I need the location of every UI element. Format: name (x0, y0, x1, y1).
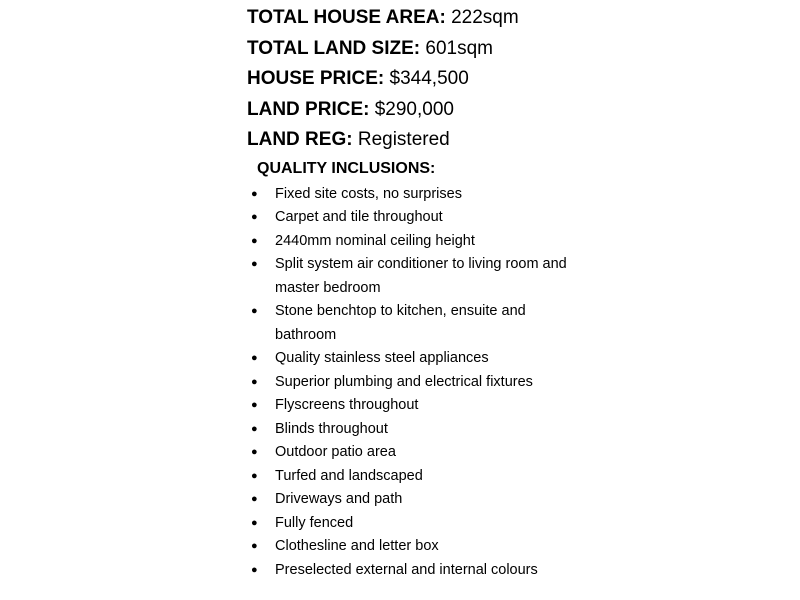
bullet-icon: ● (251, 422, 258, 435)
list-item (247, 206, 587, 230)
bullet-icon: ● (251, 469, 258, 482)
list-item (247, 488, 587, 512)
bullet-icon: ● (251, 540, 258, 552)
bullet-icon: ● (251, 211, 258, 223)
spec-label: HOUSE PRICE: (247, 68, 385, 89)
bullet-icon: ● (251, 516, 258, 529)
list-item (247, 441, 587, 465)
list-item-text: Fixed site costs, no surprises (275, 185, 462, 202)
list-item (247, 512, 587, 536)
list-item (247, 253, 587, 300)
list-item-text: Split system air conditioner to living room and master bedroom (275, 256, 567, 296)
spec-total-land-size (247, 37, 587, 61)
spec-value: $290,000 (374, 98, 454, 120)
list-item (247, 418, 587, 442)
bullet-icon: ● (251, 493, 258, 505)
spec-value: 222sqm (451, 7, 519, 28)
inclusions-heading: QUALITY INCLUSIONS: (257, 159, 436, 177)
list-item (247, 347, 587, 371)
bullet-icon: ● (251, 305, 258, 317)
property-spec-sheet (247, 6, 587, 582)
list-item (247, 559, 587, 583)
list-item-text: Fully fenced (275, 514, 354, 531)
bullet-icon: ● (251, 258, 258, 270)
spec-land-reg (247, 128, 587, 152)
spec-house-price (247, 67, 587, 91)
bullet-icon: ● (251, 375, 258, 388)
inclusions-list (247, 183, 587, 583)
list-item-text: Turfed and landscaped (275, 467, 423, 484)
list-item-text: Superior plumbing and electrical fixtures (275, 373, 533, 390)
spec-label: TOTAL LAND SIZE: (247, 37, 421, 59)
spec-label: LAND REG: (247, 129, 353, 150)
list-item-text: Quality stainless steel appliances (275, 350, 489, 366)
spec-total-house-area (247, 6, 587, 30)
list-item (247, 465, 587, 489)
spec-value: Registered (357, 129, 450, 150)
list-item-text: Outdoor patio area (275, 444, 396, 460)
list-item-text: Driveways and path (275, 491, 403, 507)
bullet-icon: ● (251, 563, 258, 576)
spec-value: 601sqm (425, 37, 493, 59)
spec-label: TOTAL HOUSE AREA: (247, 7, 446, 28)
bullet-icon: ● (251, 399, 258, 411)
list-item (247, 394, 587, 418)
list-item (247, 371, 587, 395)
list-item (247, 183, 587, 207)
list-item-text: Stone benchtop to kitchen, ensuite and bathroom (275, 303, 526, 343)
spec-label: LAND PRICE: (247, 98, 370, 120)
bullet-icon: ● (251, 187, 258, 200)
list-item-text: Carpet and tile throughout (275, 209, 443, 225)
list-item-text: 2440mm nominal ceiling height (275, 232, 475, 249)
bullet-icon: ● (251, 234, 258, 247)
list-item-text: Blinds throughout (275, 420, 388, 437)
list-item (247, 230, 587, 254)
list-item (247, 300, 587, 347)
spec-land-price (247, 98, 587, 122)
list-item-text: Flyscreens throughout (275, 397, 419, 413)
list-item-text: Clothesline and letter box (275, 538, 439, 554)
list-item (247, 535, 587, 559)
spec-value: $344,500 (389, 68, 469, 89)
bullet-icon: ● (251, 446, 258, 458)
bullet-icon: ● (251, 352, 258, 364)
list-item-text: Preselected external and internal colours (275, 561, 538, 578)
